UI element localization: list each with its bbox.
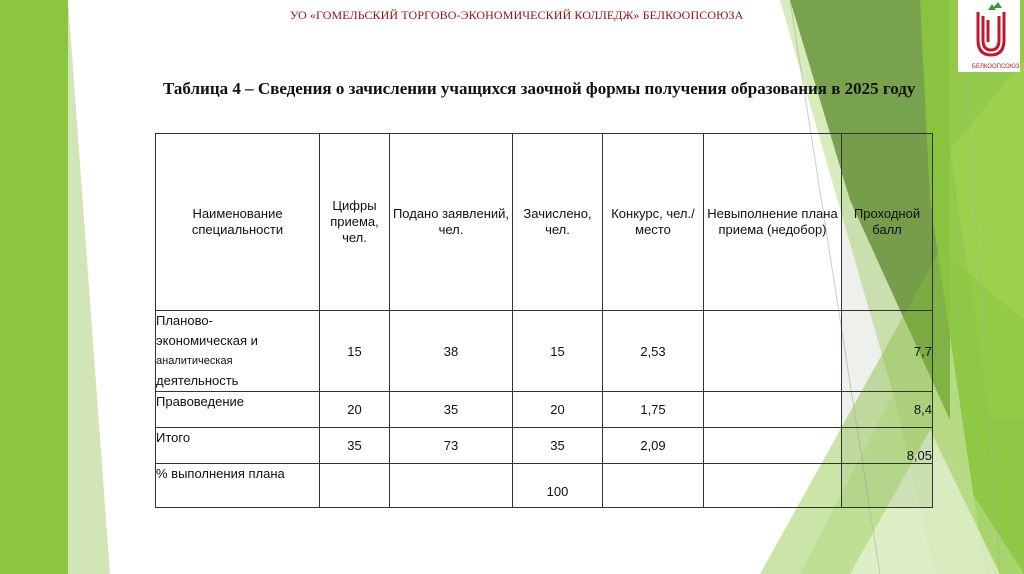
col-header-competition: Конкурс, чел./место <box>603 134 704 311</box>
cell-applied: 35 <box>390 392 513 428</box>
cell-specialty: % выполнения плана <box>156 464 320 508</box>
cell-shortfall <box>704 392 842 428</box>
table-header-row <box>156 134 933 311</box>
logo-text: БЕЛКООПСОЮЗ <box>972 64 1020 70</box>
cell-competition <box>603 464 704 508</box>
col-header-score: Проходной балл <box>842 134 933 311</box>
cell-applied: 38 <box>390 311 513 392</box>
col-header-plan: Цифры приема, чел. <box>320 134 390 311</box>
cell-score: 8,4 <box>842 392 933 428</box>
enrollment-table <box>155 133 933 508</box>
cell-score: 7,7 <box>842 311 933 392</box>
cell-plan <box>320 464 390 508</box>
cell-text: аналитическая <box>156 355 233 367</box>
logo-icon <box>958 0 1020 72</box>
cell-enrolled: 15 <box>513 311 603 392</box>
col-header-applied: Подано заявлений, чел. <box>390 134 513 311</box>
cell-competition: 1,75 <box>603 392 704 428</box>
col-header-enrolled: Зачислено, чел. <box>513 134 603 311</box>
belkoopsoyuz-logo <box>958 0 1020 72</box>
table-row <box>156 392 933 428</box>
cell-text: деятельность <box>156 373 239 388</box>
cell-text: экономическая и <box>156 333 258 348</box>
cell-enrolled: 35 <box>513 428 603 464</box>
cell-shortfall <box>704 464 842 508</box>
cell-score <box>842 464 933 508</box>
cell-competition: 2,09 <box>603 428 704 464</box>
cell-score: 8,05 <box>842 428 933 464</box>
cell-competition: 2,53 <box>603 311 704 392</box>
cell-specialty: Правоведение <box>156 392 320 428</box>
cell-specialty: Итого <box>156 428 320 464</box>
cell-specialty <box>156 311 320 392</box>
table-row <box>156 428 933 464</box>
cell-applied <box>390 464 513 508</box>
cell-enrolled: 20 <box>513 392 603 428</box>
cell-enrolled: 100 <box>513 464 603 508</box>
cell-plan: 20 <box>320 392 390 428</box>
table-title: Таблица 4 – Сведения о зачислении учащихся заочной формы получения образования в 2025 году <box>163 79 916 98</box>
left-bar-shadow <box>68 0 110 574</box>
left-green-bar <box>0 0 68 574</box>
cell-shortfall <box>704 428 842 464</box>
col-header-specialty: Наименование специальности <box>156 134 320 311</box>
institution-header: УО «ГОМЕЛЬСКИЙ ТОРГОВО-ЭКОНОМИЧЕСКИЙ КОЛЛЕДЖ» БЕЛКООПСОЮЗА <box>290 8 744 22</box>
table-row <box>156 311 933 392</box>
table-row <box>156 464 933 508</box>
cell-applied: 73 <box>390 428 513 464</box>
cell-text: Планово- <box>156 313 213 328</box>
cell-plan: 15 <box>320 311 390 392</box>
cell-shortfall <box>704 311 842 392</box>
cell-plan: 35 <box>320 428 390 464</box>
col-header-shortfall: Невыполнение плана приема (недобор) <box>704 134 842 311</box>
